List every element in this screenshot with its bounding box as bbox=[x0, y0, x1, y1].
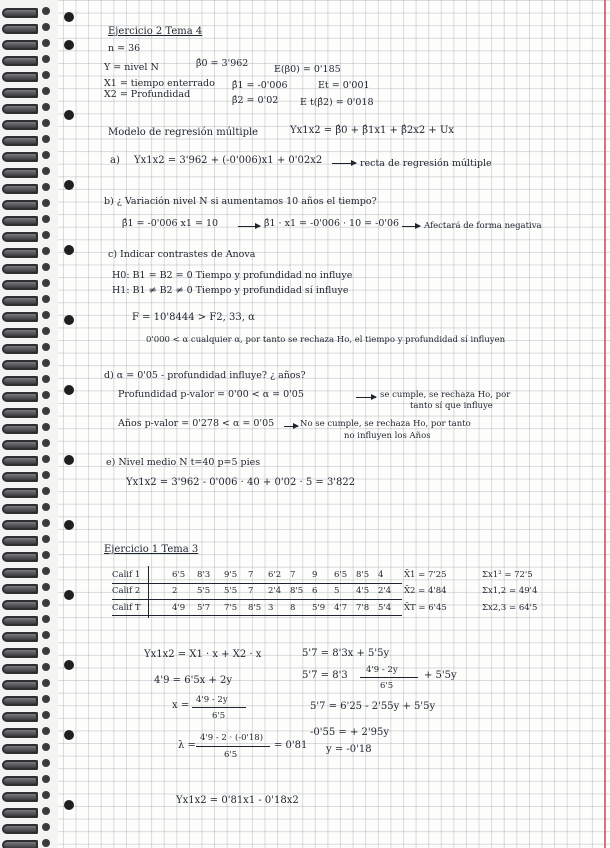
calc-line-4-b: = 0'81 bbox=[274, 740, 308, 751]
calc-right-4-a: -0'55 = + 2'95y bbox=[310, 727, 389, 738]
spiral-ring bbox=[2, 486, 42, 496]
spiral-ring bbox=[2, 358, 42, 368]
spiral-ring bbox=[2, 470, 42, 480]
part-c-conclusion: 0'000 < α cualquier α, por tanto se rechaza Ho, el tiempo y profundidad sí influyen bbox=[146, 335, 506, 345]
spiral-ring bbox=[2, 598, 42, 608]
table-divider bbox=[148, 566, 149, 618]
table-cell: 5'9 bbox=[312, 603, 326, 613]
var-y: Y = nivel N bbox=[104, 62, 159, 73]
table-cell: 4'9 bbox=[172, 603, 186, 613]
sample-size: n = 36 bbox=[108, 43, 141, 54]
final-equation: Yx1x2 = 0'81x1 - 0'18x2 bbox=[176, 795, 299, 806]
spiral-ring bbox=[2, 230, 42, 240]
table-cell: 4'5 bbox=[356, 586, 370, 596]
punch-hole bbox=[64, 385, 74, 395]
arrow bbox=[332, 163, 356, 164]
spiral-ring bbox=[2, 102, 42, 112]
spiral-ring bbox=[2, 214, 42, 224]
table-rule bbox=[112, 599, 402, 600]
calc-line-1: Yx1x2 = X1 · x + X2 · x bbox=[144, 649, 262, 660]
table-row-label: Calif T bbox=[112, 603, 141, 613]
years-pvalue: Años p-valor = 0'278 < α = 0'05 bbox=[118, 418, 275, 429]
spiral-ring bbox=[2, 790, 42, 800]
depth-note-1: se cumple, se rechaza Ho, por bbox=[380, 390, 511, 400]
error-t: Et = 0'001 bbox=[318, 80, 370, 91]
spiral-ring bbox=[2, 438, 42, 448]
table-cell: 7 bbox=[248, 586, 254, 596]
beta2: β̂2 = 0'02 bbox=[232, 95, 279, 106]
table-cell: 7 bbox=[290, 570, 296, 580]
spiral-ring bbox=[2, 726, 42, 736]
row-mean: X̄2 = 4'84 bbox=[404, 586, 447, 596]
spiral-ring bbox=[2, 742, 42, 752]
table-cell: 8'5 bbox=[290, 586, 304, 596]
row-sum: Σx1,2 = 49'4 bbox=[482, 586, 538, 596]
table-cell: 9 bbox=[312, 570, 318, 580]
null-hypothesis: H0: B1 = B2 = 0 Tiempo y profundidad no influye bbox=[112, 270, 353, 281]
spiral-ring bbox=[2, 614, 42, 624]
spiral-ring bbox=[2, 54, 42, 64]
table-cell: 4 bbox=[378, 570, 384, 580]
table-cell: 7 bbox=[248, 570, 254, 580]
table-cell: 6'5 bbox=[334, 570, 348, 580]
punch-hole bbox=[64, 730, 74, 740]
punch-hole bbox=[64, 315, 74, 325]
spiral-ring bbox=[2, 150, 42, 160]
error-beta2: E t(β̂2) = 0'018 bbox=[300, 97, 374, 108]
margin-line bbox=[604, 0, 606, 848]
exercise1-title: Ejercicio 2 Tema 4 bbox=[108, 26, 203, 37]
fraction-bar bbox=[192, 707, 246, 708]
punch-hole bbox=[64, 590, 74, 600]
spiral-ring bbox=[2, 310, 42, 320]
spiral-ring bbox=[2, 582, 42, 592]
f-statistic: F = 10'8444 > F2, 33, α bbox=[132, 312, 255, 323]
spiral-ring bbox=[2, 550, 42, 560]
model-equation: Yx1x2 = β̂0 + β̂1x1 + β̂2x2 + Ux bbox=[290, 125, 455, 136]
fraction-bar bbox=[360, 677, 418, 678]
calc-line-3-a: x = bbox=[172, 700, 190, 711]
punch-hole bbox=[64, 12, 74, 22]
spiral-ring bbox=[2, 134, 42, 144]
spiral-ring bbox=[2, 694, 42, 704]
spiral-ring bbox=[2, 566, 42, 576]
table-cell: 7'5 bbox=[224, 603, 238, 613]
row-mean: X̄1 = 7'25 bbox=[404, 570, 447, 580]
calc-line-2: 4'9 = 6'5x + 2y bbox=[154, 675, 233, 686]
part-a-label: a) bbox=[110, 155, 120, 166]
spiral-ring bbox=[2, 822, 42, 832]
table-cell: 3 bbox=[268, 603, 274, 613]
spiral-ring bbox=[2, 86, 42, 96]
table-cell: 9'5 bbox=[224, 570, 238, 580]
table-cell: 6'2 bbox=[268, 570, 282, 580]
spiral-ring bbox=[2, 262, 42, 272]
arrow bbox=[402, 226, 420, 227]
spiral-ring bbox=[2, 118, 42, 128]
spiral-ring bbox=[2, 166, 42, 176]
part-b-note: Afectará de forma negativa bbox=[424, 221, 542, 231]
spiral-ring bbox=[2, 774, 42, 784]
spiral-ring bbox=[2, 198, 42, 208]
part-d-question: d) α = 0'05 - profundidad influye? ¿ años? bbox=[104, 370, 306, 381]
table-cell: 5'7 bbox=[197, 603, 211, 613]
calc-right-2-num: 4'9 - 2y bbox=[366, 665, 398, 675]
table-cell: 2 bbox=[172, 586, 178, 596]
years-note-2: no influyen los Años bbox=[344, 431, 431, 441]
punch-hole bbox=[64, 245, 74, 255]
spiral-ring bbox=[2, 406, 42, 416]
table-cell: 8'3 bbox=[197, 570, 211, 580]
part-e-question: e) Nivel medio N t=40 p=5 pies bbox=[106, 457, 261, 468]
arrow bbox=[284, 426, 298, 427]
part-b-line2: β̂1 · x1 = -0'006 · 10 = -0'06 bbox=[264, 218, 400, 229]
spiral-ring bbox=[2, 646, 42, 656]
spiral-binding bbox=[0, 0, 58, 848]
spiral-ring bbox=[2, 630, 42, 640]
var-x1: X1 = tiempo enterrado bbox=[104, 78, 215, 89]
spiral-ring bbox=[2, 374, 42, 384]
years-note-1: No se cumple, se rechaza Ho, por tanto bbox=[300, 419, 471, 429]
spiral-ring bbox=[2, 6, 42, 16]
beta1: β̂1 = -0'006 bbox=[232, 80, 288, 91]
model-heading: Modelo de regresión múltiple bbox=[108, 127, 259, 138]
spiral-ring bbox=[2, 342, 42, 352]
table-cell: 2'4 bbox=[378, 586, 392, 596]
row-mean: X̄T = 6'45 bbox=[404, 603, 447, 613]
table-cell: 5'5 bbox=[197, 586, 211, 596]
part-a-equation: Yx1x2 = 3'962 + (-0'006)x1 + 0'02x2 bbox=[134, 155, 323, 166]
calc-right-4-b: y = -0'18 bbox=[326, 744, 372, 755]
table-row-label: Calif 2 bbox=[112, 586, 141, 596]
spiral-ring bbox=[2, 710, 42, 720]
spiral-ring bbox=[2, 806, 42, 816]
punch-hole bbox=[64, 455, 74, 465]
table-cell: 4'7 bbox=[334, 603, 348, 613]
calc-right-2-den: 6'5 bbox=[380, 681, 394, 691]
beta0: β̂0 = 3'962 bbox=[196, 58, 249, 69]
punch-hole bbox=[64, 660, 74, 670]
spiral-ring bbox=[2, 182, 42, 192]
table-cell: 5 bbox=[334, 586, 340, 596]
spiral-ring bbox=[2, 70, 42, 80]
spiral-ring bbox=[2, 518, 42, 528]
alt-hypothesis: H1: B1 ≠ B2 ≠ 0 Tiempo y profundidad sí influye bbox=[112, 285, 349, 296]
punch-hole bbox=[64, 180, 74, 190]
arrow bbox=[238, 226, 260, 227]
table-cell: 8 bbox=[290, 603, 296, 613]
spiral-ring bbox=[2, 22, 42, 32]
depth-pvalue: Profundidad p-valor = 0'00 < α = 0'05 bbox=[118, 389, 304, 400]
calc-line-3-num: 4'9 - 2y bbox=[196, 695, 228, 705]
calc-right-3: 5'7 = 6'25 - 2'55y + 5'5y bbox=[310, 701, 436, 712]
calc-right-2-a: 5'7 = 8'3 bbox=[302, 670, 348, 681]
var-x2: X2 = Profundidad bbox=[104, 89, 191, 100]
part-e-equation: Yx1x2 = 3'962 - 0'006 · 40 + 0'02 · 5 = 3'822 bbox=[126, 477, 356, 488]
spiral-ring bbox=[2, 38, 42, 48]
calc-line-3-den: 6'5 bbox=[212, 711, 226, 721]
calc-line-4-num: 4'9 - 2 · (-0'18) bbox=[200, 733, 264, 743]
fraction-bar bbox=[196, 746, 270, 747]
part-a-note: recta de regresión múltiple bbox=[360, 158, 492, 169]
table-rule bbox=[112, 615, 402, 616]
arrow bbox=[356, 397, 376, 398]
table-cell: 8'5 bbox=[248, 603, 262, 613]
spiral-ring bbox=[2, 294, 42, 304]
calc-line-4-den: 6'5 bbox=[224, 750, 238, 760]
table-cell: 8'5 bbox=[356, 570, 370, 580]
spiral-ring bbox=[2, 278, 42, 288]
punch-hole bbox=[64, 800, 74, 810]
calc-line-4-a: λ = bbox=[178, 740, 196, 751]
table-cell: 5'5 bbox=[224, 586, 238, 596]
spiral-ring bbox=[2, 662, 42, 672]
table-cell: 6 bbox=[312, 586, 318, 596]
table-cell: 2'4 bbox=[268, 586, 282, 596]
row-sum: Σx1² = 72'5 bbox=[482, 570, 533, 580]
spiral-ring bbox=[2, 758, 42, 768]
spiral-ring bbox=[2, 246, 42, 256]
table-cell: 6'5 bbox=[172, 570, 186, 580]
row-sum: Σx2,3 = 64'5 bbox=[482, 603, 538, 613]
calc-right-1: 5'7 = 8'3x + 5'5y bbox=[302, 648, 390, 659]
table-cell: 5'4 bbox=[378, 603, 392, 613]
punch-hole bbox=[64, 110, 74, 120]
table-cell: 7'8 bbox=[356, 603, 370, 613]
table-rule bbox=[112, 583, 402, 584]
part-c-question: c) Indicar contrastes de Anova bbox=[108, 249, 256, 260]
spiral-ring bbox=[2, 390, 42, 400]
punch-hole bbox=[64, 520, 74, 530]
spiral-ring bbox=[2, 838, 42, 848]
spiral-ring bbox=[2, 502, 42, 512]
part-b-line1: β̂1 = -0'006 x1 = 10 bbox=[122, 218, 219, 229]
part-b-question: b) ¿ Variación nivel N si aumentamos 10 años el tiempo? bbox=[104, 196, 377, 207]
spiral-ring bbox=[2, 678, 42, 688]
spiral-ring bbox=[2, 534, 42, 544]
calc-right-2-b: + 5'5y bbox=[424, 670, 457, 681]
error-beta0: E(β0) = 0'185 bbox=[274, 64, 341, 75]
spiral-ring bbox=[2, 326, 42, 336]
spiral-ring bbox=[2, 454, 42, 464]
exercise2-title: Ejercicio 1 Tema 3 bbox=[104, 544, 199, 555]
spiral-ring bbox=[2, 422, 42, 432]
punch-hole bbox=[64, 40, 74, 50]
depth-note-2: tanto sí que influye bbox=[410, 401, 493, 411]
table-row-label: Calif 1 bbox=[112, 570, 141, 580]
